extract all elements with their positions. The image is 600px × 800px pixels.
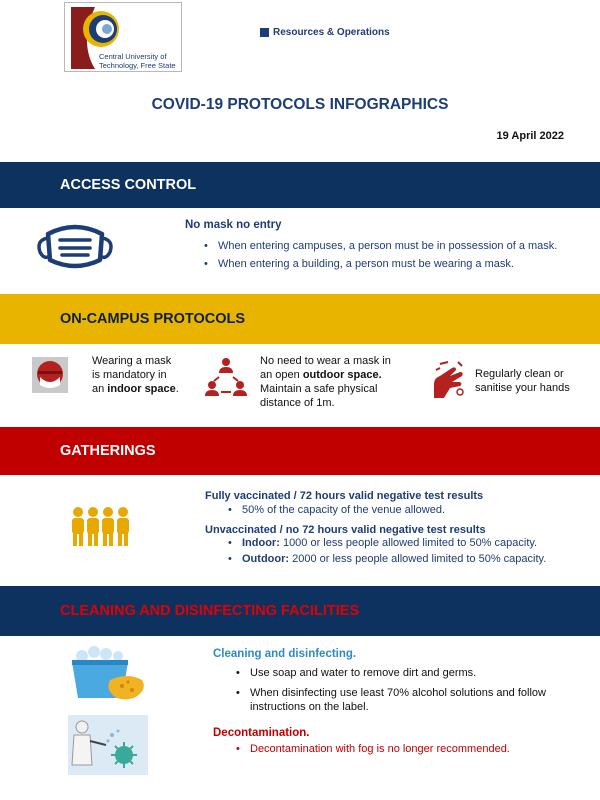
logo-line-2: Technology, Free State	[99, 61, 176, 70]
list-item: • When entering campuses, a person must be in possession of a mask.	[200, 239, 557, 253]
hand-wash-icon	[430, 360, 466, 400]
cleaning-heading: Cleaning and disinfecting.	[213, 648, 357, 660]
cut-logo	[64, 2, 182, 72]
person-mask-icon	[32, 357, 68, 393]
indoor-text: 1000 or less people allowed limited to 50% capacity.	[279, 537, 538, 549]
outdoor-space-bold: outdoor space.	[302, 369, 382, 381]
page-title: COVID-19 PROTOCOLS INFOGRAPHICS	[151, 96, 449, 113]
on-campus-band	[0, 294, 600, 344]
indoor-line-2: is mandatory in	[92, 369, 167, 381]
social-distance-icon	[205, 355, 247, 399]
cleaning-list	[232, 666, 546, 714]
list-item: • Use soap and water to remove dirt and germs.	[232, 666, 546, 680]
resources-operations-label	[260, 27, 390, 38]
access-subtitle: No mask no entry	[185, 219, 282, 231]
outdoor-text: 2000 or less people allowed limited to 50% capacity.	[289, 553, 547, 565]
vaccinated-heading: Fully vaccinated / 72 hours valid negative test results	[205, 490, 484, 502]
outdoor-line-4: distance of 1m.	[260, 397, 335, 409]
list-item	[224, 536, 546, 550]
list-item: • When disinfecting use least 70% alcohol solutions and follow	[232, 686, 546, 700]
cleaning-band	[0, 586, 600, 636]
unvaccinated-heading: Unvaccinated / no 72 hours valid negative test results	[205, 524, 486, 536]
list-item: • When entering a building, a person must be wearing a mask.	[200, 257, 557, 271]
unvaccinated-list	[224, 536, 546, 566]
outdoor-line-3: Maintain a safe physical	[260, 383, 378, 395]
mask-icon	[34, 222, 116, 272]
access-control-title: ACCESS CONTROL	[60, 177, 197, 193]
clean-hands-text	[475, 367, 570, 395]
decon-list	[232, 742, 510, 756]
gatherings-title: GATHERINGS	[60, 443, 156, 459]
outdoor-line-1: No need to wear a mask in	[260, 355, 391, 367]
list-item: • 50% of the capacity of the venue allowed.	[224, 503, 445, 517]
access-list	[200, 239, 557, 271]
people-group-icon	[70, 506, 132, 548]
bucket-sponge-icon	[68, 646, 148, 704]
indoor-label: Indoor:	[242, 537, 280, 549]
indoor-line-3-post: .	[175, 383, 179, 395]
date-label: 19 April 2022	[496, 130, 564, 142]
list-item	[224, 552, 546, 566]
outdoor-text	[260, 354, 391, 410]
decon-heading: Decontamination.	[213, 727, 310, 739]
outdoor-line-2-pre: an open	[260, 369, 303, 381]
resources-text: Resources & Operations	[273, 27, 390, 38]
indoor-line-3-pre: an	[92, 383, 108, 395]
on-campus-title: ON-CAMPUS PROTOCOLS	[60, 311, 246, 327]
list-item: • Decontamination with fog is no longer recommended.	[232, 742, 510, 756]
vaccinated-list	[224, 503, 445, 517]
clean-line-2: sanitise your hands	[475, 382, 570, 394]
indoor-space-bold: indoor space	[107, 383, 176, 395]
clean-line-1: Regularly clean or	[475, 368, 564, 380]
list-item-continued: instructions on the label.	[250, 701, 369, 713]
square-icon	[260, 28, 269, 37]
indoor-line-3	[92, 382, 179, 396]
gatherings-band	[0, 427, 600, 475]
cleaning-title: CLEANING AND DISINFECTING FACILITIES	[60, 603, 360, 619]
decontamination-icon	[68, 715, 148, 775]
access-control-band	[0, 162, 600, 208]
indoor-mask-text	[92, 354, 179, 396]
outdoor-line-2	[260, 368, 391, 382]
logo-line-1: Central University of	[99, 52, 167, 61]
indoor-line-1: Wearing a mask	[92, 355, 172, 367]
outdoor-label: Outdoor:	[242, 553, 290, 565]
